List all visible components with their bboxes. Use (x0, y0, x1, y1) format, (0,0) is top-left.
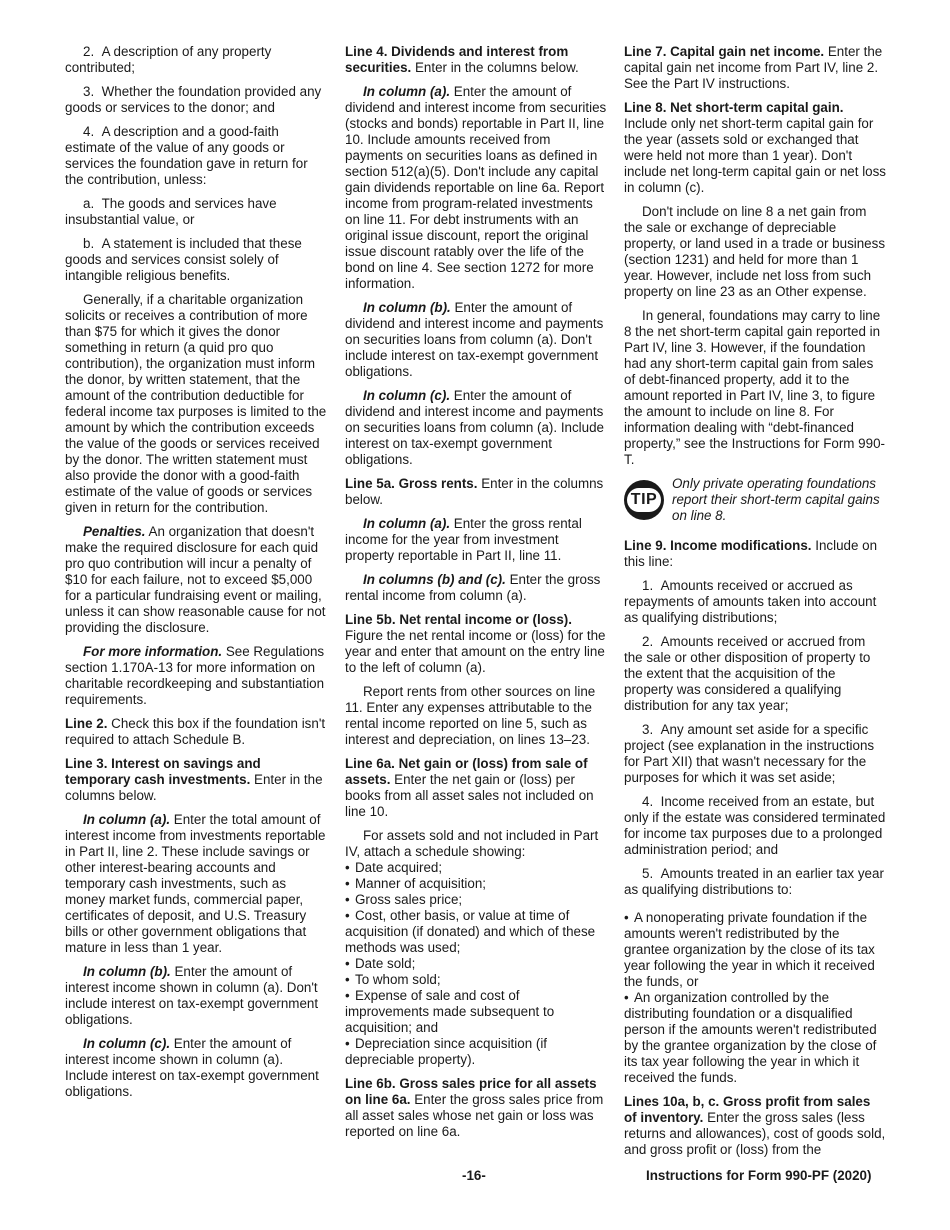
col-c-text: Enter the amount of dividend and interest income and payments on securities loans from column (a). Include interest on tax-exempt government obligations. (345, 388, 604, 467)
line-2-paragraph (65, 716, 327, 748)
line-5a-col-a (345, 516, 607, 564)
line-3-heading: Line 3. Interest on savings and temporary cash investments. (65, 756, 261, 787)
col-b-text: Enter the amount of interest income shown in column (a). Don't include interest on tax-exempt government obligations. (65, 964, 319, 1027)
line-3-text: Enter in the columns below. (65, 772, 323, 803)
page-number: -16- (462, 1168, 486, 1183)
col-c-heading: In column (c). (83, 1036, 171, 1051)
line-9-heading: Line 9. Income modifications. (624, 538, 812, 553)
line-5a-heading: Line 5a. Gross rents. (345, 476, 478, 491)
line-9-text: Include on this line: (624, 538, 878, 569)
line-3-paragraph (65, 756, 327, 804)
column-1 (65, 44, 327, 1108)
tip-icon (624, 480, 664, 520)
bullet-item: • A nonoperating private foundation if the amounts weren't redistributed by the grantee organization by the close of its tax year following the year in which it received the funds, or (624, 910, 886, 990)
line-8-text: Include only net short-term capital gain for the year (assets sold or exchanged that were held not more than 1 year). Don't include net long-term capital gain or net loss in column (c). (624, 116, 887, 195)
tip-text: Only private operating foundations report their short-term capital gains on line 8. (672, 476, 880, 523)
col-b-text: Enter the amount of dividend and interest income and payments on securities loans from column (a). Don't include interest on tax-exempt government obligations. (345, 300, 604, 379)
col-b-heading: In column (b). (83, 964, 171, 979)
list-item: 3. Any amount set aside for a specific project (see explanation in the instructions for Part XII) that wasn't necessary for the purposes for which it was set aside; (624, 722, 875, 785)
paragraph: Report rents from other sources on line 11. Enter any expenses attributable to the rental income reported on line 5, such as interest and depreciation, on lines 13–23. (345, 684, 596, 747)
bullet-item: • To whom sold; (345, 972, 607, 988)
paragraph: 2. A description of any property contributed; (65, 44, 272, 75)
paragraph: Generally, if a charitable organization solicits or receives a contribution of more than $75 for which it gives the donor something in return (a quid pro quo contribution), the organization must inform the donor, by written statement, that the amount of the contribution deductible for federal income tax purposes is limited to the amount by which the contribution exceeds the value of the goods or services received by the donor. The written statement must also provide the donor with a good-faith estimate of the value of goods or services given in return for the contribution. (65, 292, 327, 515)
line-5b-text: Figure the net rental income or (loss) for the year and enter that amount on the entry line to the left of column (a). (345, 628, 606, 675)
line-10-paragraph (624, 1094, 886, 1158)
list-item: 1. Amounts received or accrued as repayments of amounts taken into account as qualifying distributions; (624, 578, 877, 625)
line-6b-paragraph (345, 1076, 607, 1140)
line-4-text: Enter in the columns below. (411, 60, 579, 75)
more-info-heading: For more information. (83, 644, 223, 659)
paragraph: In general, foundations may carry to line 8 the net short-term capital gain reported in Part IV, line 3. However, if the foundation had any short-term capital gain from sales of debt-financed property, add it to the amount reported in Part IV, line 3, to figure the amount to include on line 8. For information dealing with “debt-financed property,” see the Instructions for Form 990-T. (624, 308, 885, 467)
bullet-item: • Depreciation since acquisition (if depreciable property). (345, 1036, 607, 1068)
line-6a-text: Enter the net gain or (loss) per books from all asset sales not included on line 10. (345, 772, 594, 819)
line-5a-col-bc (345, 572, 607, 604)
line-6a-paragraph (345, 756, 607, 820)
paragraph: b. A statement is included that these goods and services consist solely of intangible religious benefits. (65, 236, 302, 283)
paragraph: 4. A description and a good-faith estimate of the value of any goods or services the foundation gave in return for the contribution, unless: (65, 124, 308, 187)
line-7-text: Enter the capital gain net income from Part IV, line 2. See the Part IV instructions. (624, 44, 883, 91)
line-5b-paragraph (345, 612, 607, 676)
line-4-col-a (345, 84, 607, 292)
list-item: 4. Income received from an estate, but only if the estate was considered terminated for income tax purposes due to a prolonged administration period; and (624, 794, 886, 857)
col-a-text: Enter the gross rental income for the year from investment property reportable in Part II, line 11. (345, 516, 582, 563)
line-2-heading: Line 2. (65, 716, 108, 731)
paragraph: a. The goods and services have insubstantial value, or (65, 196, 277, 227)
bullet-item: • Manner of acquisition; (345, 876, 607, 892)
bullet-item: • Date sold; (345, 956, 607, 972)
penalties-heading: Penalties. (83, 524, 146, 539)
bullet-item: • An organization controlled by the distributing foundation or a disqualified person if the amounts weren't redistributed by the grantee organization by the close of its tax year following the year in which it received the funds. (624, 990, 886, 1086)
paragraph: For assets sold and not included in Part IV, attach a schedule showing: (345, 828, 599, 859)
line-3-col-b (65, 964, 327, 1028)
line-4-paragraph (345, 44, 607, 76)
tip-label: TIP (627, 488, 661, 512)
col-a-heading: In column (a). (83, 812, 171, 827)
line-10-text: Enter the gross sales (less returns and allowances), cost of goods sold, and gross profit or (loss) from the (624, 1110, 886, 1157)
line-6a-heading: Line 6a. Net gain or (loss) from sale of assets. (345, 756, 588, 787)
line-9-paragraph (624, 538, 886, 570)
penalties-paragraph (65, 524, 327, 636)
list-item: 2. Amounts received or accrued from the sale or other disposition of property to the extent that the acquisition of the property was considered a qualifying distribution for any tax year; (624, 634, 871, 713)
col-c-text: Enter the amount of interest income shown in column (a). Include interest on tax-exempt government obligations. (65, 1036, 319, 1099)
line-8-paragraph (624, 100, 886, 196)
penalties-text: An organization that doesn't make the required disclosure for each quid pro quo contribution will incur a penalty of $10 for each failure, not to exceed $5,000 for a particular fundraising event or mailing, unless it can show reasonable cause for not providing the disclosure. (65, 524, 326, 635)
column-3 (624, 44, 886, 1166)
col-a-text: Enter the amount of dividend and interest income from securities (stocks and bonds) reportable in Part II, line 10. Include amounts received from payments on securities loans as defined in section 512(a)(5). Don't include any capital gain dividends reportable on line 6a. Report income from program-related investments on line 11. For debt instruments with an original issue discount, report the original issue discount ratably over the life of the bond on line 4. See section 1272 for more information. (345, 84, 607, 291)
bullet-item: • Date acquired; (345, 860, 607, 876)
line-7-heading: Line 7. Capital gain net income. (624, 44, 825, 59)
col-c-heading: In column (c). (363, 388, 451, 403)
paragraph: 3. Whether the foundation provided any goods or services to the donor; and (65, 84, 322, 115)
line-3-col-c (65, 1036, 327, 1100)
line-5a-text: Enter in the columns below. (345, 476, 604, 507)
line-5b-heading: Line 5b. Net rental income or (loss). (345, 612, 572, 627)
col-bc-text: Enter the gross rental income from column (a). (345, 572, 601, 603)
column-2 (345, 44, 607, 1148)
form-title: Instructions for Form 990-PF (2020) (646, 1168, 872, 1183)
line-4-heading: Line 4. Dividends and interest from securities. (345, 44, 569, 75)
col-bc-heading: In columns (b) and (c). (363, 572, 506, 587)
bullet-item: • Expense of sale and cost of improvements made subsequent to acquisition; and (345, 988, 607, 1036)
line-10-heading: Lines 10a, b, c. Gross profit from sales of inventory. (624, 1094, 871, 1125)
more-info-paragraph (65, 644, 327, 708)
line-4-col-b (345, 300, 607, 380)
col-a-heading: In column (a). (363, 84, 451, 99)
tip-callout (624, 476, 886, 524)
line-2-text: Check this box if the foundation isn't required to attach Schedule B. (65, 716, 326, 747)
col-a-text: Enter the total amount of interest income from investments reportable in Part II, line 2. These include savings or other interest-bearing accounts and temporary cash investments, such as money market funds, commercial paper, certificates of deposit, and U.S. Treasury bills or other government obligations that mature in less than 1 year. (65, 812, 326, 955)
line-5a-paragraph (345, 476, 607, 508)
line-3-col-a (65, 812, 327, 956)
more-info-text: See Regulations section 1.170A-13 for more information on charitable recordkeeping and substantiation requirements. (65, 644, 325, 707)
list-item: 5. Amounts treated in an earlier tax year as qualifying distributions to: (624, 866, 884, 897)
bullet-item: • Cost, other basis, or value at time of acquisition (if donated) and which of these methods was used; (345, 908, 607, 956)
paragraph: Don't include on line 8 a net gain from the sale or exchange of depreciable property, or land used in a trade or business (section 1231) and held for more than 1 year. However, include net loss from such property on line 23 as an Other expense. (624, 204, 886, 299)
bullet-item: • Gross sales price; (345, 892, 607, 908)
line-6b-text: Enter the gross sales price from all asset sales whose net gain or loss was reported on line 6a. (345, 1092, 604, 1139)
col-a-heading: In column (a). (363, 516, 451, 531)
line-6b-heading: Line 6b. Gross sales price for all assets on line 6a. (345, 1076, 597, 1107)
col-b-heading: In column (b). (363, 300, 451, 315)
line-7-paragraph (624, 44, 886, 92)
line-4-col-c (345, 388, 607, 468)
line-8-heading: Line 8. Net short-term capital gain. (624, 100, 844, 115)
